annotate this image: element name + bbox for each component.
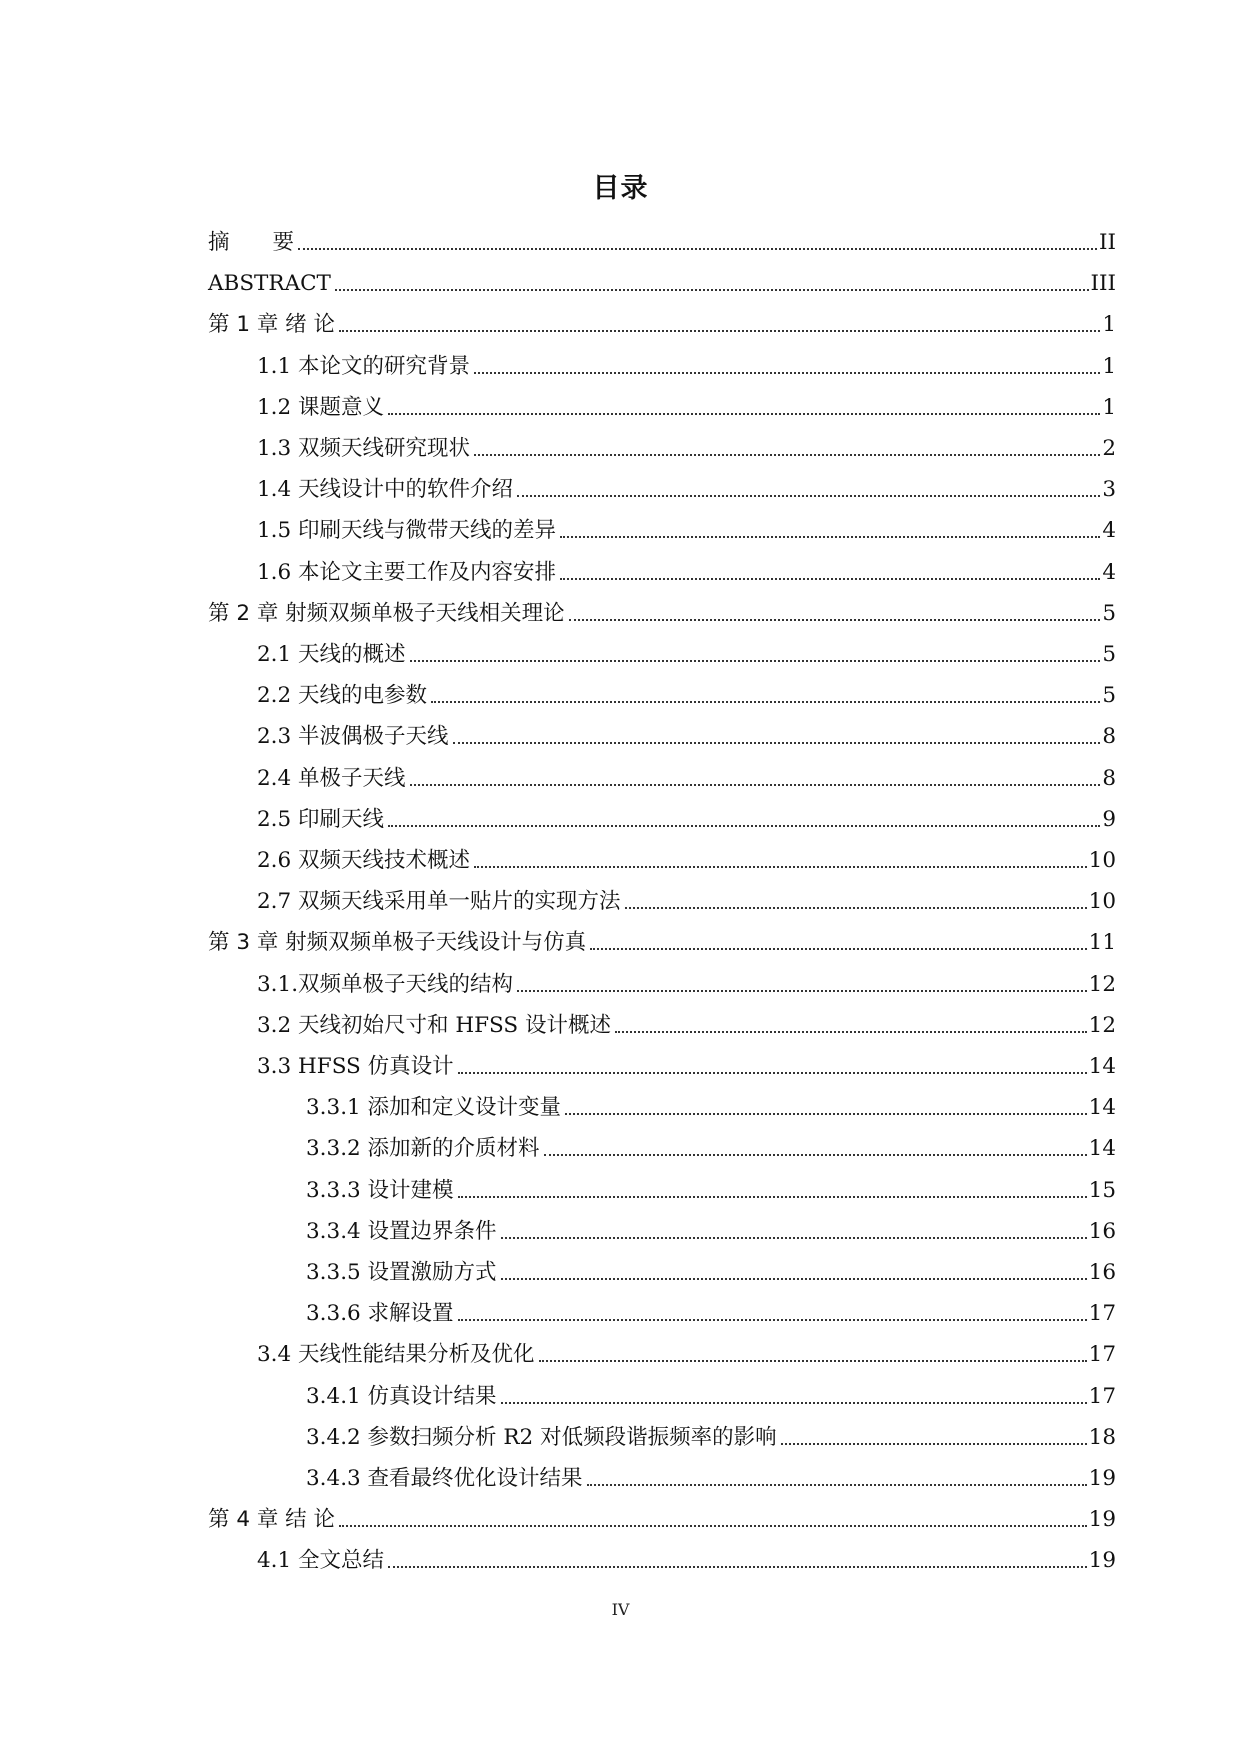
toc-leader-dots — [590, 948, 1086, 950]
toc-entry-label: 2.1 天线的概述 — [257, 642, 406, 667]
toc-entry[interactable] — [257, 514, 1116, 544]
toc-entry-page: 17 — [1088, 1342, 1116, 1368]
toc-entry-label: 3.3.4 设置边界条件 — [306, 1218, 497, 1244]
toc-leader-dots — [615, 1031, 1087, 1033]
toc-entry-label: 3.2 天线初始尺寸和 HFSS 设计概述 — [257, 1012, 611, 1038]
toc-leader-dots — [517, 990, 1087, 992]
toc-leader-dots — [339, 330, 1100, 332]
toc-entry-label: 2.6 双频天线技术概述 — [257, 848, 471, 873]
toc-leader-dots — [569, 619, 1101, 621]
toc-entry-label: 4.1 全文总结 — [257, 1548, 385, 1574]
toc-entry[interactable] — [257, 391, 1116, 421]
toc-entry-page: 14 — [1088, 1136, 1116, 1162]
toc-entry-label: 1.5 印刷天线与微带天线的差异 — [257, 518, 557, 544]
toc-leader-dots — [474, 866, 1087, 868]
toc-entry-page: 12 — [1088, 1012, 1116, 1038]
toc-entry-page: 5 — [1102, 683, 1116, 709]
toc-entry-page: 1 — [1102, 312, 1116, 338]
toc-entry-page: 9 — [1102, 806, 1116, 832]
toc-leader-dots — [501, 1402, 1087, 1404]
toc-leader-dots — [339, 1525, 1087, 1527]
toc-entry-label: 3.1.双频单极子天线的结构 — [257, 971, 514, 997]
toc-entry[interactable] — [306, 1256, 1116, 1286]
toc-entry[interactable] — [306, 1462, 1116, 1492]
toc-leader-dots — [544, 1154, 1087, 1156]
toc-entry-page: II — [1099, 230, 1116, 255]
toc-entry-page: 4 — [1102, 559, 1116, 585]
toc-entry-label: 3.4 天线性能结果分析及优化 — [257, 1342, 535, 1368]
toc-entry[interactable] — [208, 267, 1116, 297]
toc-leader-dots — [501, 1278, 1087, 1280]
toc-entry-page: 3 — [1102, 477, 1116, 503]
toc-entry[interactable] — [208, 597, 1116, 627]
toc-entry-page: III — [1090, 271, 1116, 297]
toc-leader-dots — [625, 907, 1087, 909]
toc-entry[interactable] — [257, 1338, 1116, 1368]
toc-entry[interactable] — [306, 1174, 1116, 1204]
toc-entry-label: 摘 要 — [208, 230, 295, 255]
toc-leader-dots — [560, 578, 1100, 580]
toc-entry-label: 2.3 半波偶极子天线 — [257, 724, 449, 750]
toc-entry-page: 10 — [1088, 889, 1116, 915]
toc-entry[interactable] — [208, 308, 1116, 338]
toc-leader-dots — [474, 454, 1100, 456]
toc-entry-page: 18 — [1088, 1424, 1116, 1450]
toc-entry[interactable] — [257, 473, 1116, 503]
toc-entry[interactable] — [208, 1503, 1116, 1533]
toc-entry[interactable] — [208, 926, 1116, 956]
toc-entry-label: 2.4 单极子天线 — [257, 765, 406, 791]
toc-entry[interactable] — [257, 679, 1116, 709]
toc-entry[interactable] — [257, 638, 1116, 668]
toc-entry-label: 1.1 本论文的研究背景 — [257, 353, 471, 379]
toc-entry-label: 1.2 课题意义 — [257, 394, 385, 420]
toc-entry[interactable] — [306, 1215, 1116, 1245]
toc-leader-dots — [458, 1196, 1087, 1198]
toc-entry-page: 1 — [1102, 394, 1116, 420]
toc-entry-page: 17 — [1088, 1301, 1116, 1327]
toc-entry-label: 第 1 章 绪 论 — [208, 312, 336, 338]
toc-leader-dots — [458, 1072, 1087, 1074]
toc-entry-page: 8 — [1102, 765, 1116, 791]
toc-entry[interactable] — [257, 556, 1116, 586]
toc-entry-page: 10 — [1088, 848, 1116, 873]
toc-entry[interactable] — [306, 1380, 1116, 1410]
toc-leader-dots — [298, 248, 1097, 250]
toc-entry-page: 4 — [1102, 518, 1116, 544]
page-title: 目录 — [592, 173, 649, 204]
toc-leader-dots — [565, 1113, 1087, 1115]
toc-entry-page: 17 — [1088, 1383, 1116, 1409]
toc-entry-label: 2.2 天线的电参数 — [257, 683, 428, 709]
toc-leader-dots — [501, 1237, 1087, 1239]
toc-entry[interactable] — [306, 1421, 1116, 1451]
toc-entry[interactable] — [257, 1009, 1116, 1039]
toc-leader-dots — [410, 784, 1101, 786]
page-number: IV — [611, 1600, 630, 1619]
toc-entry-label: 1.3 双频天线研究现状 — [257, 436, 471, 461]
toc-entry-page: 16 — [1088, 1218, 1116, 1244]
toc-entry-label: 3.3.5 设置激励方式 — [306, 1260, 497, 1285]
toc-entry-page: 8 — [1102, 724, 1116, 750]
toc-entry[interactable] — [257, 350, 1116, 380]
toc-entry[interactable] — [257, 885, 1116, 915]
toc-entry[interactable] — [257, 720, 1116, 750]
toc-entry-page: 14 — [1088, 1095, 1116, 1121]
toc-leader-dots — [388, 413, 1100, 415]
toc-entry-label: 第 3 章 射频双频单极子天线设计与仿真 — [208, 930, 587, 956]
toc-entry-label: 3.3.6 求解设置 — [306, 1301, 454, 1327]
toc-entry-label: 2.5 印刷天线 — [257, 806, 385, 832]
toc-entry-label: 3.3.1 添加和定义设计变量 — [306, 1095, 562, 1121]
toc-leader-dots — [539, 1360, 1087, 1362]
toc-leader-dots — [335, 289, 1089, 291]
toc-leader-dots — [388, 1566, 1087, 1568]
toc-entry-label: 第 4 章 结 论 — [208, 1507, 336, 1533]
toc-entry-page: 16 — [1088, 1260, 1116, 1285]
toc-entry[interactable] — [306, 1297, 1116, 1327]
toc-entry[interactable] — [257, 1544, 1116, 1574]
toc-entry-label: 第 2 章 射频双频单极子天线相关理论 — [208, 600, 565, 626]
toc-entry[interactable] — [257, 968, 1116, 998]
toc-leader-dots — [474, 372, 1100, 374]
toc-leader-dots — [388, 825, 1100, 827]
toc-leader-dots — [458, 1319, 1087, 1321]
toc-entry-label: 3.3.2 添加新的介质材料 — [306, 1136, 540, 1162]
toc-entry-page: 1 — [1102, 353, 1116, 379]
toc-entry[interactable] — [257, 803, 1116, 833]
toc-entry-page: 14 — [1088, 1054, 1116, 1079]
toc-entry-label: 2.7 双频天线采用单一贴片的实现方法 — [257, 889, 621, 915]
toc-entry-page: 5 — [1102, 642, 1116, 667]
toc-entry-label: 3.3 HFSS 仿真设计 — [257, 1054, 454, 1079]
toc-entry[interactable] — [257, 762, 1116, 792]
toc-entry[interactable] — [257, 1050, 1116, 1080]
toc-entry-page: 15 — [1088, 1177, 1116, 1203]
toc-entry[interactable] — [257, 844, 1116, 874]
toc-entry[interactable] — [208, 226, 1116, 256]
toc-leader-dots — [560, 536, 1100, 538]
toc-entry[interactable] — [306, 1132, 1116, 1162]
toc-entry-page: 19 — [1088, 1548, 1116, 1574]
toc-leader-dots — [781, 1443, 1087, 1445]
toc-entry-label: 3.3.3 设计建模 — [306, 1177, 454, 1203]
toc-entry-label: 3.4.2 参数扫频分析 R2 对低频段谐振频率的影响 — [306, 1424, 777, 1450]
toc-entry-page: 11 — [1088, 930, 1116, 956]
toc-entry-label: 1.4 天线设计中的软件介绍 — [257, 477, 514, 503]
toc-leader-dots — [517, 495, 1100, 497]
toc-entry-page: 12 — [1088, 971, 1116, 997]
toc-entry-page: 5 — [1102, 600, 1116, 626]
toc-entry[interactable] — [306, 1091, 1116, 1121]
toc-entry-label: 3.4.3 查看最终优化设计结果 — [306, 1466, 583, 1491]
toc-leader-dots — [453, 742, 1101, 744]
toc-leader-dots — [587, 1484, 1087, 1486]
toc-entry-page: 19 — [1088, 1507, 1116, 1533]
toc-entry[interactable] — [257, 432, 1116, 462]
toc-leader-dots — [431, 701, 1100, 703]
toc-leader-dots — [410, 660, 1101, 662]
toc-entry-page: 19 — [1088, 1466, 1116, 1491]
toc-entry-label: 1.6 本论文主要工作及内容安排 — [257, 559, 557, 585]
toc-entry-label: 3.4.1 仿真设计结果 — [306, 1383, 497, 1409]
toc-entry-label: ABSTRACT — [208, 271, 331, 297]
toc-entry-page: 2 — [1102, 436, 1116, 461]
